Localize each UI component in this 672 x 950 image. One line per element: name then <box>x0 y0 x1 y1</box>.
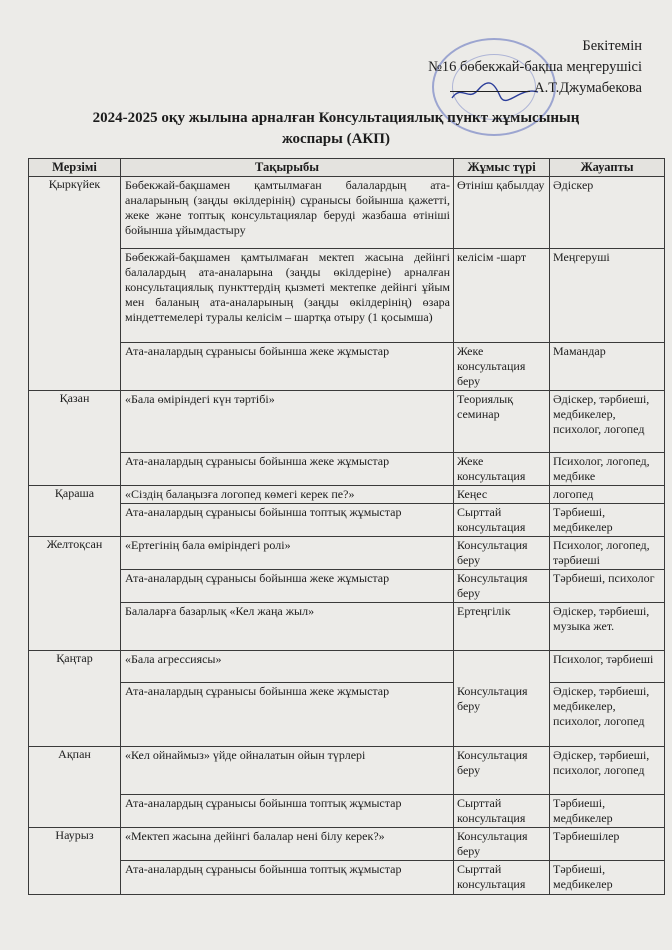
work-type-cell: Өтініш қабылдау <box>454 177 550 249</box>
work-type-cell: Сырттай консультация <box>454 861 550 895</box>
work-type-cell: Консультация беру <box>454 537 550 570</box>
work-type-cell: Сырттай консультация <box>454 504 550 537</box>
approval-block <box>428 36 642 99</box>
work-type-cell: Ертеңгілік <box>454 603 550 651</box>
topic-cell: Бөбекжай-бақшамен қамтылмаған мектеп жасына дейінгі балалардың ата-аналарына (заңды өкілдеріне) арналған консультациялық пункттердің қызметі мектепке дейінгі ұйым мен баланың ата-аналарының (заңды өкілдерінің) өзара міндеттемелері туралы келісім – шартқа отыру (1 қосымша) <box>121 249 454 343</box>
work-type-cell: Консультация беру <box>454 651 550 747</box>
table-row <box>29 651 665 683</box>
responsible-cell: Әдіскер, тәрбиеші, музыка жет. <box>550 603 665 651</box>
topic-cell: «Мектеп жасына дейінгі балалар нені білу керек?» <box>121 828 454 861</box>
responsible-cell: Әдіскер, тәрбиеші, медбикелер, психолог, логопед <box>550 391 665 453</box>
month-cell: Қаңтар <box>29 651 121 747</box>
responsible-cell: Тәрбиеші, медбикелер <box>550 795 665 828</box>
header-work-type: Жұмыс түрі <box>454 159 550 177</box>
topic-cell: Ата-аналардың сұранысы бойынша жеке жұмыстар <box>121 683 454 747</box>
table-row <box>29 177 665 249</box>
table-header-row <box>29 159 665 177</box>
month-cell: Ақпан <box>29 747 121 828</box>
table-row <box>29 391 665 453</box>
table-row <box>29 486 665 504</box>
table-row <box>29 683 665 747</box>
topic-cell: «Сіздің балаңызға логопед көмегі керек пе?» <box>121 486 454 504</box>
title-line-2: жоспары (АКП) <box>282 131 390 147</box>
responsible-cell: Әдіскер <box>550 177 665 249</box>
header-deadline: Мерзімі <box>29 159 121 177</box>
responsible-cell: Тәрбиеші, психолог <box>550 570 665 603</box>
responsible-cell: Мамандар <box>550 343 665 391</box>
work-type-cell: Сырттай консультация <box>454 795 550 828</box>
table-row <box>29 249 665 343</box>
work-type-cell: Консультация беру <box>454 570 550 603</box>
work-type-cell: Жеке консультация <box>454 453 550 486</box>
approval-position: №16 бөбекжай-бақша меңгерушісі <box>428 59 642 75</box>
topic-cell: «Кел ойнаймыз» үйде ойналатын ойын түрлері <box>121 747 454 795</box>
signature-line <box>450 79 530 92</box>
header-topic: Тақырыбы <box>121 159 454 177</box>
month-cell: Қазан <box>29 391 121 486</box>
responsible-cell: Әдіскер, тәрбиеші, психолог, логопед <box>550 747 665 795</box>
table-row <box>29 603 665 651</box>
table-row <box>29 453 665 486</box>
responsible-cell: Тәрбиешілер <box>550 828 665 861</box>
work-type-cell: Консультация беру <box>454 747 550 795</box>
topic-cell: Ата-аналардың сұранысы бойынша жеке жұмыстар <box>121 570 454 603</box>
responsible-cell: Психолог, тәрбиеші <box>550 651 665 683</box>
work-type-cell: Жеке консультация беру <box>454 343 550 391</box>
topic-cell: «Бала өміріндегі күн тәртібі» <box>121 391 454 453</box>
table-row <box>29 537 665 570</box>
table-row <box>29 795 665 828</box>
topic-cell: Ата-аналардың сұранысы бойынша жеке жұмыстар <box>121 343 454 391</box>
topic-cell: Ата-аналардың сұранысы бойынша топтық жұмыстар <box>121 504 454 537</box>
table-row <box>29 570 665 603</box>
topic-cell: Ата-аналардың сұранысы бойынша топтық жұмыстар <box>121 861 454 895</box>
plan-table <box>28 158 665 895</box>
responsible-cell: Психолог, логопед, медбике <box>550 453 665 486</box>
topic-cell: Ата-аналардың сұранысы бойынша жеке жұмыстар <box>121 453 454 486</box>
work-type-cell: Теориялық семинар <box>454 391 550 453</box>
month-cell: Қараша <box>29 486 121 537</box>
work-type-cell: Консультация беру <box>454 828 550 861</box>
responsible-cell: Психолог, логопед, тәрбиеші <box>550 537 665 570</box>
approval-heading: Бекітемін <box>582 38 642 54</box>
topic-cell: Ата-аналардың сұранысы бойынша топтық жұмыстар <box>121 795 454 828</box>
responsible-cell: логопед <box>550 486 665 504</box>
topic-cell: «Бала агрессиясы» <box>121 651 454 683</box>
responsible-cell: Меңгеруші <box>550 249 665 343</box>
work-type-cell: Кеңес <box>454 486 550 504</box>
document-title <box>0 108 672 150</box>
month-cell: Наурыз <box>29 828 121 895</box>
responsible-cell: Әдіскер, тәрбиеші, медбикелер, психолог, логопед <box>550 683 665 747</box>
topic-cell: Бөбекжай-бақшамен қамтылмаған балалардың ата-аналарының (заңды өкілдерінің) сұранысы бойынша қажетті, жеке және топтық консультациялар беруді жазбаша өтініші бойынша ұйымдастыру <box>121 177 454 249</box>
approval-name: А.Т.Джумабекова <box>534 80 642 96</box>
header-responsible: Жауапты <box>550 159 665 177</box>
title-line-1: 2024-2025 оқу жылына арналған Консультациялық пункт жұмысының <box>92 110 580 126</box>
table-row <box>29 747 665 795</box>
responsible-cell: Тәрбиеші, медбикелер <box>550 504 665 537</box>
month-cell: Қыркүйек <box>29 177 121 391</box>
responsible-cell: Тәрбиеші, медбикелер <box>550 861 665 895</box>
topic-cell: «Ертегінің бала өміріндегі ролі» <box>121 537 454 570</box>
table-row <box>29 343 665 391</box>
work-type-cell: келісім -шарт <box>454 249 550 343</box>
table-row <box>29 504 665 537</box>
table-row <box>29 861 665 895</box>
topic-cell: Балаларға базарлық «Кел жаңа жыл» <box>121 603 454 651</box>
month-cell: Желтоқсан <box>29 537 121 651</box>
approval-name-line <box>428 78 642 99</box>
table-row <box>29 828 665 861</box>
